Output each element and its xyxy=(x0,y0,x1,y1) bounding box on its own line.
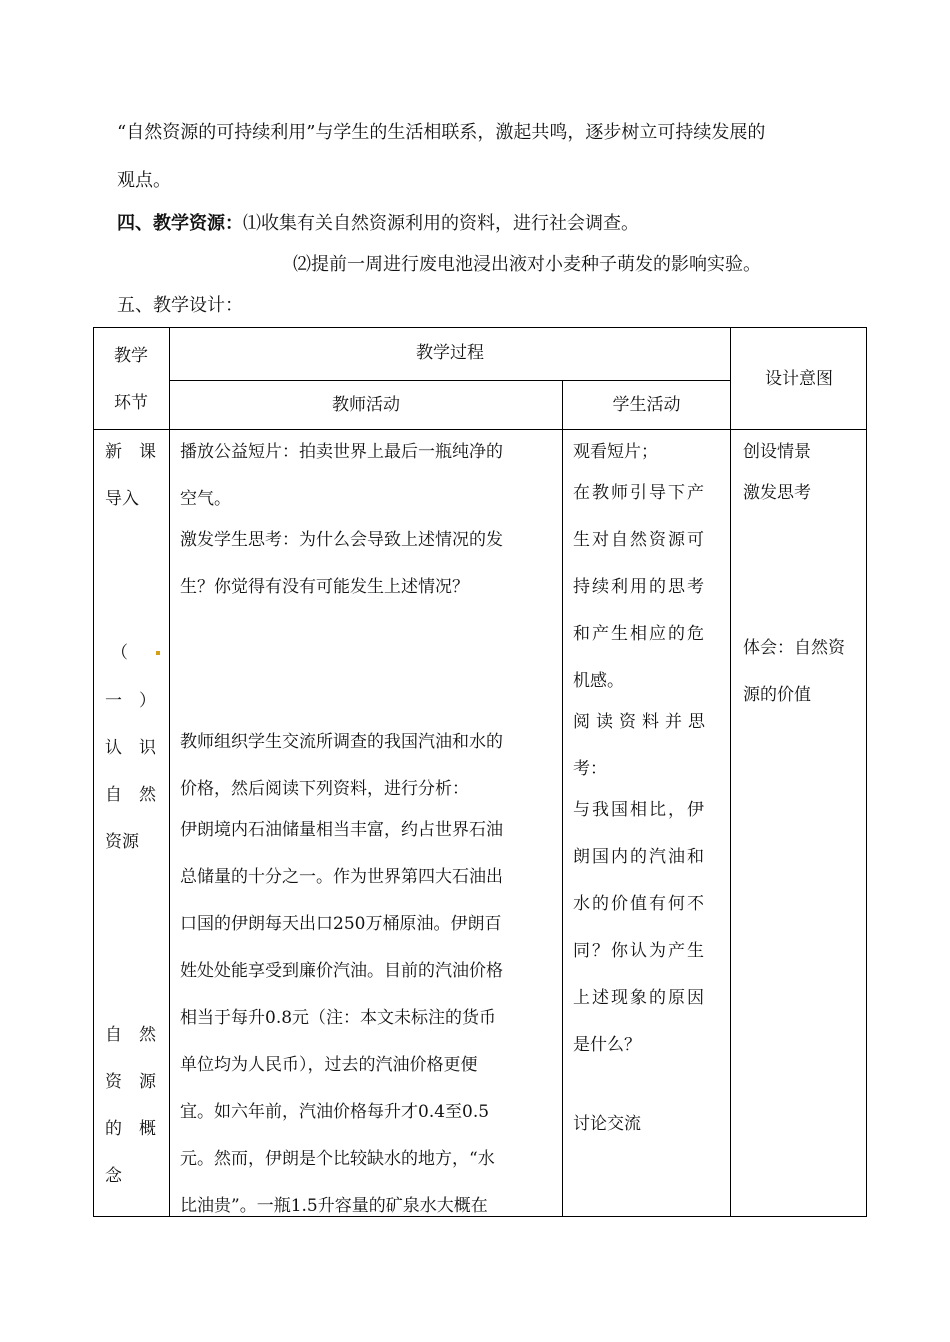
resources-item-1: ⑴收集有关自然资源利用的资料，进行社会调查。 xyxy=(243,213,639,234)
teacher-line: 元。然而，伊朗是个比较缺水的地方，“水 xyxy=(180,1149,495,1169)
segment-concept: 念 xyxy=(105,1166,122,1186)
segment-intro: 导入 xyxy=(105,489,139,509)
teacher-line: 伊朗境内石油储量相当丰富，约占世界石油 xyxy=(180,820,503,840)
col-divider-3 xyxy=(730,327,731,1217)
teacher-line: 空气。 xyxy=(180,489,231,509)
teacher-line: 姓处处能享受到廉价汽油。目前的汽油价格 xyxy=(180,961,503,981)
student-line: 持续利用的思考 xyxy=(573,577,706,597)
design-heading: 五、教学设计： xyxy=(117,295,243,316)
student-line: 讨论交流 xyxy=(573,1114,641,1134)
teacher-line: 单位均为人民币），过去的汽油价格更便 xyxy=(180,1055,478,1075)
teacher-line: 播放公益短片：拍卖世界上最后一瓶纯净的 xyxy=(180,442,503,462)
student-line: 同？你认为产生 xyxy=(573,941,706,961)
teacher-line: 比油贵”。一瓶1.5升容量的矿泉水大概在 xyxy=(180,1196,488,1216)
student-line: 朗国内的汽油和 xyxy=(573,847,706,867)
stray-mark xyxy=(156,651,160,655)
student-line: 与我国相比，伊 xyxy=(573,800,706,820)
student-line: 观看短片； xyxy=(573,442,658,462)
header-teacher: 教师活动 xyxy=(332,395,400,415)
header-segment-line-1: 教学 xyxy=(114,346,148,366)
student-line: 在教师引导下产 xyxy=(573,483,706,503)
student-line: 上述现象的原因 xyxy=(573,988,706,1008)
student-line: 考： xyxy=(573,759,607,779)
intro-line-2: 观点。 xyxy=(117,170,171,191)
header-process: 教学过程 xyxy=(416,343,484,363)
student-line: 生对自然资源可 xyxy=(573,530,706,550)
student-line: 阅读资料并思 xyxy=(573,712,711,732)
teacher-line: 激发学生思考：为什么会导致上述情况的发 xyxy=(180,530,503,550)
table-border-left xyxy=(93,327,94,1217)
col-divider-2 xyxy=(562,380,563,1217)
col-divider-1 xyxy=(169,327,170,1217)
row-divider-process xyxy=(169,380,730,381)
student-line: 机感。 xyxy=(573,671,624,691)
segment-part-one: 一 ） xyxy=(105,691,156,711)
segment-recognize: 认 识 xyxy=(105,738,156,758)
resources-heading: 四、教学资源： xyxy=(117,213,243,234)
header-student: 学生活动 xyxy=(612,395,681,415)
student-line: 水的价值有何不 xyxy=(573,894,706,914)
student-line: 和产生相应的危 xyxy=(573,624,706,644)
segment-natural-2: 自 然 xyxy=(105,1025,156,1045)
resources-item-2: ⑵提前一周进行废电池浸出液对小麦种子萌发的影响实验。 xyxy=(293,254,761,275)
table-border-bottom xyxy=(93,1216,867,1217)
header-intent: 设计意图 xyxy=(765,369,833,389)
student-line: 是什么？ xyxy=(573,1035,641,1055)
intent-line: 创设情景 xyxy=(743,442,811,462)
intent-line: 体会：自然资 xyxy=(743,638,845,658)
segment-concept-of: 的 概 xyxy=(105,1119,156,1139)
intent-line: 激发思考 xyxy=(743,483,811,503)
segment-new-lesson: 新 课 xyxy=(105,442,156,462)
teacher-line: 宜。如六年前，汽油价格每升才0.4至0.5 xyxy=(180,1102,490,1122)
segment-paren-open: （ xyxy=(111,643,128,663)
teacher-line: 生？你觉得有没有可能发生上述情况？ xyxy=(180,577,469,597)
intro-line-1: “自然资源的可持续利用”与学生的生活相联系，激起共鸣，逐步树立可持续发展的 xyxy=(117,122,766,143)
segment-natural: 自 然 xyxy=(105,785,156,805)
teaching-design-table xyxy=(93,327,867,1217)
resources-line xyxy=(117,209,639,235)
intent-line: 源的价值 xyxy=(743,685,811,705)
segment-resources: 资源 xyxy=(105,832,139,852)
teacher-line: 价格，然后阅读下列资料，进行分析： xyxy=(180,779,469,799)
teacher-line: 口国的伊朗每天出口250万桶原油。伊朗百 xyxy=(180,914,502,934)
table-border-right xyxy=(866,327,867,1217)
teacher-line: 教师组织学生交流所调查的我国汽油和水的 xyxy=(180,732,503,752)
teacher-line: 相当于每升0.8元（注：本文未标注的货币 xyxy=(180,1008,497,1028)
row-divider-header xyxy=(93,429,867,430)
teacher-line: 总储量的十分之一。作为世界第四大石油出 xyxy=(180,867,503,887)
table-border-top xyxy=(93,327,867,328)
segment-resources-2: 资 源 xyxy=(105,1072,156,1092)
header-segment-line-2: 环节 xyxy=(114,393,148,413)
